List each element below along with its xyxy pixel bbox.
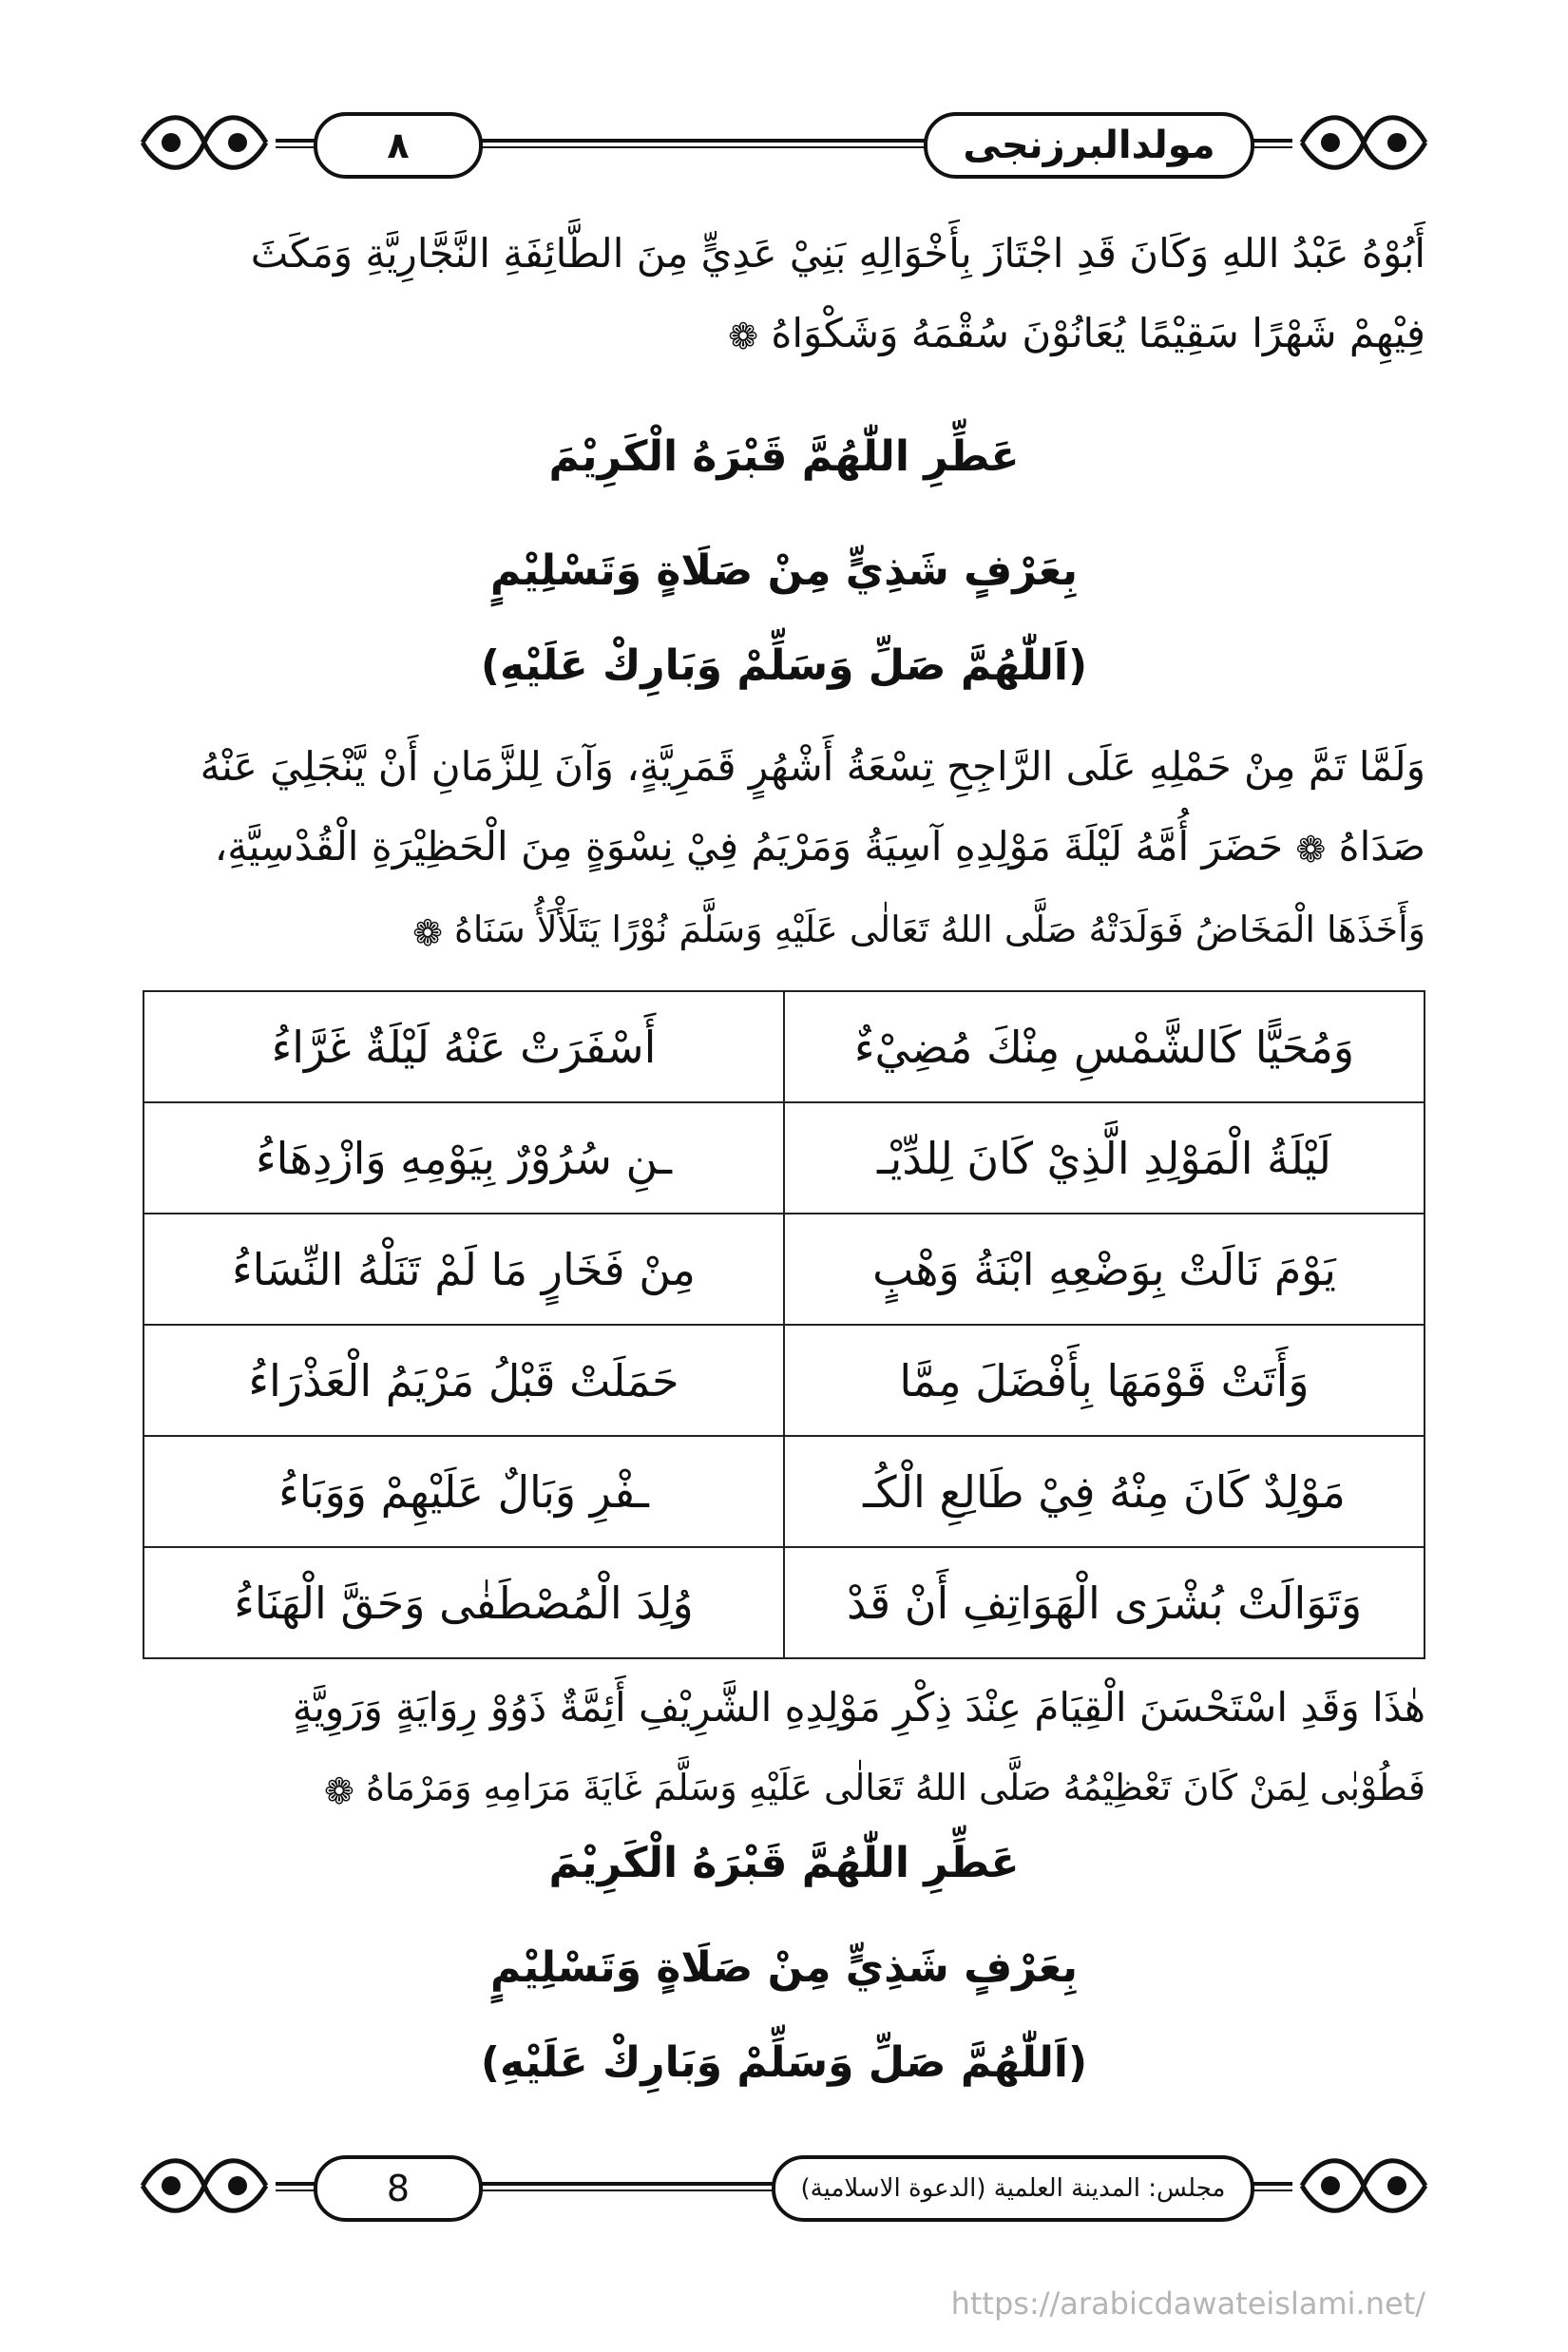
poem-second-hemistich: مِنْ فَخَارٍ مَا لَمْ تَنَلْهُ النِّسَاءُ [143,1214,784,1325]
refrain-line-2: بِعَرْفٍ شَذِيٍّ مِنْ صَلَاةٍ وَتَسْلِيْمٍ [490,546,1078,595]
paragraph-line: وَأَخَذَهَا الْمَخَاضُ فَوَلَدَتْهُ صَلَّى اللهُ تَعَالٰى عَلَيْهِ وَسَلَّمَ نُوْرًا يَتَلَأْلَأُ سَنَاهُ ❁ [143,889,1425,973]
poem-first-hemistich: يَوْمَ نَالَتْ بِوَضْعِهِ ابْنَةُ وَهْبٍ [784,1214,1425,1325]
page-footer [133,2138,1435,2233]
poem-first-hemistich: وَتَوَالَتْ بُشْرَى الْهَوَاتِفِ أَنْ قَدْ [784,1547,1425,1658]
flower-icon: ❁ [1295,829,1327,870]
poem-first-hemistich: مَوْلِدٌ كَانَ مِنْهُ فِيْ طَالِعِ الْكُـ [784,1436,1425,1547]
refrain-line-1: عَطِّرِ اللّٰهُمَّ قَبْرَهُ الْكَرِيْمَ [548,432,1020,481]
ornament-right-icon [1292,2148,1435,2224]
poem-second-hemistich: ـفْرِ وَبَالٌ عَلَيْهِمْ وَوَبَاءُ [143,1436,784,1547]
paragraph-line: فَطُوْبٰى لِمَنْ كَانَ تَعْظِيْمُهُ صَلَّى اللهُ تَعَالٰى عَلَيْهِ وَسَلَّمَ غَايَةَ مَرَامِهِ وَمَرْمَاهُ ❁ [143,1748,1425,1831]
book-title: مولدالبرزنجى [924,112,1254,179]
ornament-left-icon [133,2148,276,2224]
page-number: 8 [314,2155,483,2222]
poem-second-hemistich: أَسْفَرَتْ عَنْهُ لَيْلَةٌ غَرَّاءُ [143,991,784,1102]
paragraph-line: أَبُوْهُ عَبْدُ اللهِ وَكَانَ قَدِ اجْتَازَ بِأَخْوَالِهِ بَنِيْ عَدِيٍّ مِنَ الطَّائِفَةِ النَّجَّارِيَّةِ وَمَكَثَ [250,230,1425,277]
poem-row [143,991,1425,1102]
paragraph-line: فِيْهِمْ شَهْرًا سَقِيْمًا يُعَانُوْنَ سُقْمَهُ وَشَكْوَاهُ ❁ [143,294,1425,376]
refrain-line-1: عَطِّرِ اللّٰهُمَّ قَبْرَهُ الْكَرِيْمَ [548,1839,1020,1887]
poem-row [143,1214,1425,1325]
poem-first-hemistich: وَأَتَتْ قَوْمَهَا بِأَفْضَلَ مِمَّا [784,1325,1425,1436]
refrain-line-3: (اَللّٰهُمَّ صَلِّ وَسَلِّمْ وَبَارِكْ عَلَيْهِ) [480,2038,1088,2087]
paragraph-3 [143,1668,1425,1831]
poem-second-hemistich: ـنِ سُرُوْرٌ بِيَوْمِهِ وَازْدِهَاءُ [143,1102,784,1214]
refrain-line-3: (اَللّٰهُمَّ صَلِّ وَسَلِّمْ وَبَارِكْ عَلَيْهِ) [480,641,1088,690]
paragraph-1 [143,214,1425,376]
paragraph-2 [143,727,1425,973]
paragraph-line: هٰذَا وَقَدِ اسْتَحْسَنَ الْقِيَامَ عِنْدَ ذِكْرِ مَوْلِدِهِ الشَّرِيْفِ أَئِمَّةٌ ذَوُوْ رِوَايَةٍ وَرَوِيَّةٍ [292,1684,1425,1731]
page-header [133,95,1435,190]
poem-second-hemistich: حَمَلَتْ قَبْلُ مَرْيَمُ الْعَذْرَاءُ [143,1325,784,1436]
page-number-arabic: ۸ [314,112,483,179]
flower-icon: ❁ [728,316,758,357]
ornament-left-icon [133,105,276,181]
poem-second-hemistich: وُلِدَ الْمُصْطَفٰى وَحَقَّ الْهَنَاءُ [143,1547,784,1658]
refrain-line-2: بِعَرْفٍ شَذِيٍّ مِنْ صَلَاةٍ وَتَسْلِيْمٍ [490,1943,1078,1992]
paragraph-line: وَلَمَّا تَمَّ مِنْ حَمْلِهِ عَلَى الرَّاجِحِ تِسْعَةُ أَشْهُرٍ قَمَرِيَّةٍ، وَآنَ لِلزَّمَانِ أَنْ يَّنْجَلِيَ عَنْهُ [200,743,1425,790]
poem-row [143,1436,1425,1547]
publisher-label: مجلس: المدينة العلمية (الدعوة الاسلامية) [772,2155,1254,2222]
watermark-url: https://arabicdawateislami.net/ [950,2285,1425,2322]
poem-first-hemistich: وَمُحَيًّا كَالشَّمْسِ مِنْكَ مُضِيْءٌ [784,991,1425,1102]
flower-icon: ❁ [412,911,443,954]
poem-table [143,990,1425,1659]
poem-row [143,1325,1425,1436]
ornament-right-icon [1292,105,1435,181]
poem-row [143,1102,1425,1214]
poem-row [143,1547,1425,1658]
poem-first-hemistich: لَيْلَةُ الْمَوْلِدِ الَّذِيْ كَانَ لِلدِّيْـ [784,1102,1425,1214]
paragraph-line: صَدَاهُ ❁ حَضَرَ أُمَّهُ لَيْلَةَ مَوْلِدِهِ آسِيَةُ وَمَرْيَمُ فِيْ نِسْوَةٍ مِنَ الْحَظِيْرَةِ الْقُدْسِيَّةِ، [143,807,1425,889]
flower-icon: ❁ [324,1769,354,1812]
